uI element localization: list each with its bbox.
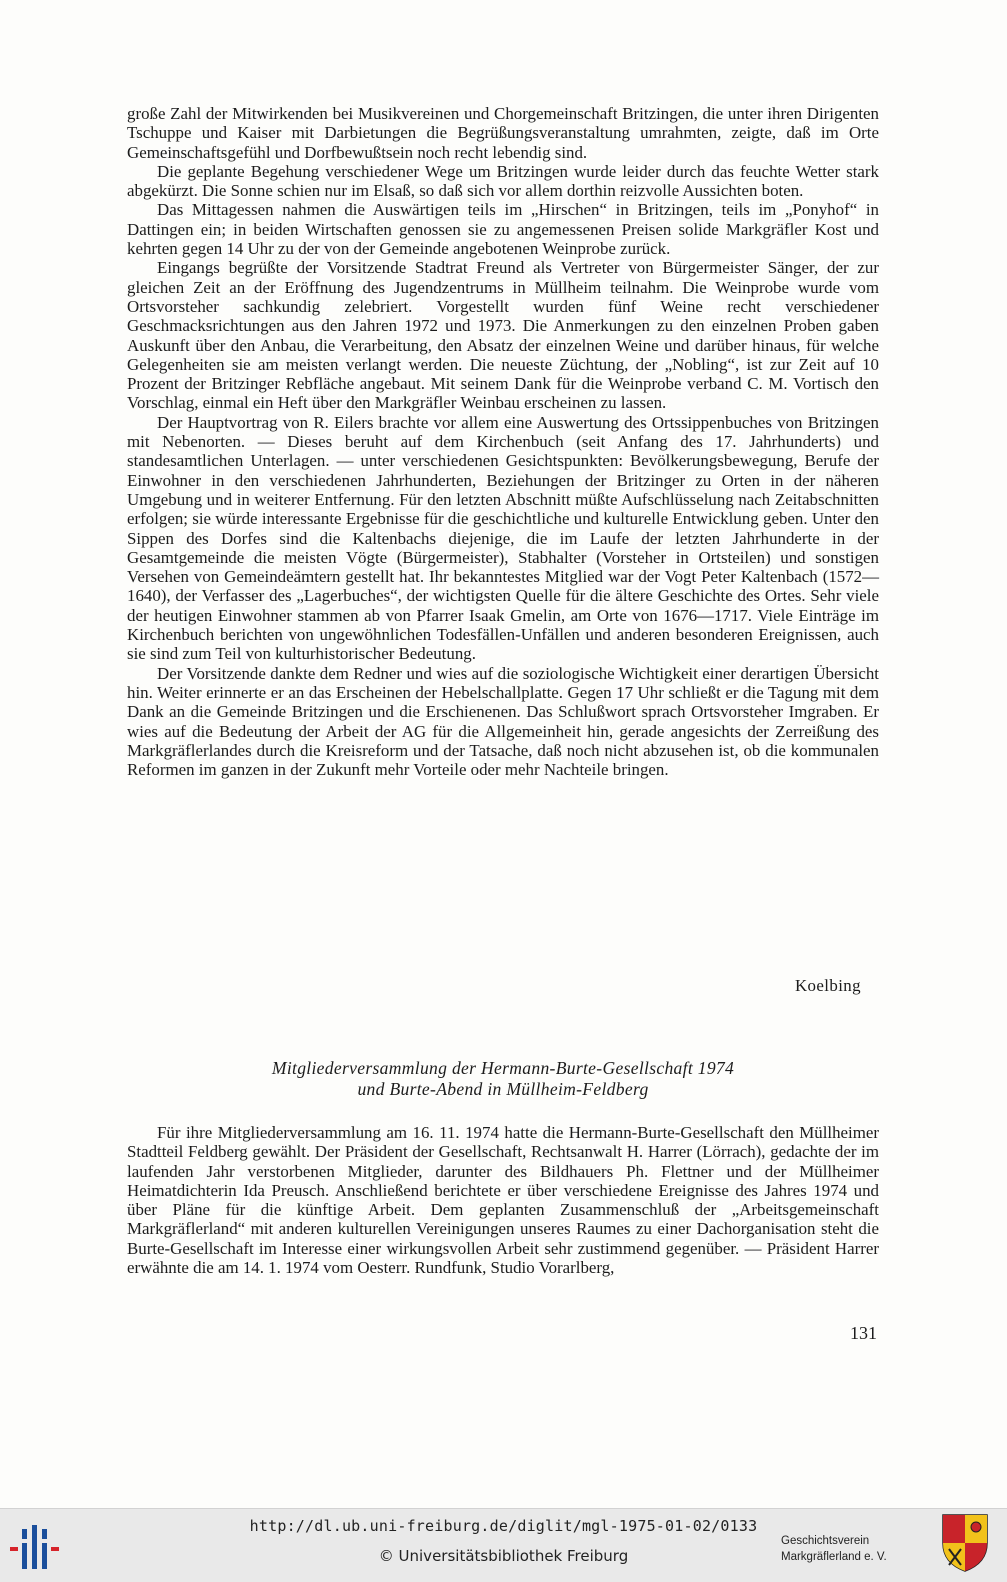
page-number: 131: [850, 1323, 877, 1343]
paragraph: Die geplante Begehung verschiedener Wege um Britzingen wurde leider durch das feuchte Wetter stark abgekürzt. Die Sonne schien nur im Elsaß, so daß sich vor allem dorthin reizvolle Aussichten boten.: [127, 161, 879, 201]
paragraph: große Zahl der Mitwirkenden bei Musikvereinen und Chorgemeinschaft Britzingen, die unter ihren Dirigenten Tschuppe und Kaiser mit Darbietungen die Begrüßungsveranstaltung umrahmten, zeigte, daß im Orte Gemeinschaftsgefühl und Dorfbewußtsein noch recht lebendig sind.: [127, 104, 879, 162]
section-heading-line: und Burte-Abend in Müllheim-Feldberg: [357, 1079, 649, 1099]
article-body: [127, 104, 879, 779]
publisher-name-line: Geschichtsverein: [781, 1535, 870, 1547]
publisher-name: [781, 1533, 931, 1565]
coat-of-arms-icon: [941, 1513, 989, 1573]
paragraph: Das Mittagessen nahmen die Auswärtigen teils im „Hirschen“ in Britzingen, teils im „Ponyhof“ in Dattingen ein; in beiden Wirtschaften genossen sie zu angemessenen Preisen solide Markgräfler Kost und kehrten gegen 14 Uhr zu der von der Gemeinde angebotenen Weinprobe zurück.: [127, 200, 879, 259]
author-signature: Koelbing: [794, 976, 861, 995]
paragraph: Eingangs begrüßte der Vorsitzende Stadtrat Freund als Vertreter von Bürgermeister Sänger, der zur gleichen Zeit an der Eröffnung des Jugendzentrums in Müllheim teilnahm. Die Weinprobe wurde vom Ortsvorsteher sachkundig zelebriert. Vorgestellt wurden fünf Weine recht verschiedener Geschmacksrichtungen aus den Jahren 1972 und 1973. Die Anmerkungen zu den einzelnen Proben gaben Auskunft über den Anbau, die Verarbeitung, den Absatz der einzelnen Weine und darüber hinaus, für welche Gelegenheiten sie am meisten verlangt werden. Die neueste Züchtung, der „Nobling“, ist zur Zeit auf 10 Prozent der Britzinger Rebfläche angebaut. Mit seinem Dank für die Weinprobe verband C. M. Vortisch den Vorschlag, einmal ein Heft über den Markgräfler Weinbau erscheinen zu lassen.: [127, 258, 879, 413]
section-heading: [127, 1058, 879, 1100]
section-body: [127, 1123, 879, 1277]
paragraph: Für ihre Mitgliederversammlung am 16. 11. 1974 hatte die Hermann-Burte-Gesellschaft den Müllheimer Stadtteil Feldberg gewählt. Der Präsident der Gesellschaft, Rechtsanwalt H. Harrer (Lörrach), gedachte der im laufenden Jahr verstorbenen Mitglieder, darunter des Bildhauers Ph. Flettner und der Müllheimer Heimatdichterin Ida Preusch. Anschließend berichtete er über verschiedene Ereignisse des Jahres 1974 und über Pläne für die künftige Arbeit. Dem geplanten Zusammenschluß der „Arbeitsgemeinschaft Markgräflerland“ mit anderen kulturellen Vereinigungen unseres Raumes zu einer Dachorganisation steht die Burte-Gesellschaft im Interesse einer wirkungsvollen Arbeit sehr zustimmend gegenüber. — Präsident Harrer erwähnte die am 14. 1. 1974 vom Oesterr. Rundfunk, Studio Vorarlberg,: [127, 1123, 879, 1278]
section-heading-line: Mitgliederversammlung der Hermann-Burte-Gesellschaft 1974: [271, 1058, 735, 1078]
publisher-name-line: Markgräflerland e. V.: [781, 1551, 887, 1563]
footer-bar: [0, 1508, 1007, 1582]
source-url-link[interactable]: http://dl.ub.uni-freiburg.de/diglit/mgl-1975-01-02/0133: [249, 1517, 758, 1535]
paragraph: Der Hauptvortrag von R. Eilers brachte vor allem eine Auswertung des Ortssippenbuches von Britzingen mit Nebenorten. — Dieses beruht auf dem Kirchenbuch (seit Anfang des 17. Jahrhunderts) und standesamtlichen Unterlagen. — unter verschiedenen Gesichtspunkten: Bevölkerungsbewegung, Berufe der Einwohner in den verschiedenen Jahrhunderten, Beziehungen der Britzinger zu Orten in der näheren Umgebung und in weiterer Entfernung. Für den letzten Abschnitt müßte Aufschlüsselung nach Zeitabschnitten erfolgen; sie würde interessante Ergebnisse für die geschichtliche und kulturelle Entwicklung geben. Unter den Sippen des Dorfes sind die Kaltenbachs diejenige, die im Laufe der letzten Jahrhunderte in der Gesamtgemeinde die meisten Vögte (Bürgermeister), Stabhalter (Vorsteher in Ortsteilen) und sonstigen Versehen von Gemeindeämtern gestellt hat. Ihr bekanntestes Mitglied war der Vogt Peter Kaltenbach (1572—1640), der Verfasser des „Lagerbuches“, der wichtigsten Quelle für die ältere Geschichte des Ortes. Sehr viele der heutigen Einwohner stammen ab von Pfarrer Isaak Gmelin, am Orte von 1676—1717. Viele Einträge im Kirchenbuch berichten von ungewöhnlichen Todesfällen-Unfällen und anderen besonderen Ereignissen, auch sie sind zum Teil von kulturhistorischer Bedeutung.: [127, 412, 879, 664]
paragraph: Der Vorsitzende dankte dem Redner und wies auf die soziologische Wichtigkeit einer derartigen Übersicht hin. Weiter erinnerte er an das Erscheinen der Hebelschallplatte. Gegen 17 Uhr schließt er die Tagung mit dem Dank an die Gemeinde Britzingen und die Erschienenen. Das Schlußwort sprach Ortsvorsteher Imgraben. Er wies auf die Bedeutung der Arbeit der AG für die Allgemeinheit hin, gerade angesichts der Zerreißung des Markgräflerlandes durch die Kreisreform und der Tatsache, daß noch nicht abzusehen ist, ob die kommunalen Reformen im ganzen in der Zukunft mehr Vorteile oder mehr Nachteile bringen.: [127, 663, 879, 780]
copyright-text: © Universitätsbibliothek Freiburg: [378, 1547, 629, 1565]
